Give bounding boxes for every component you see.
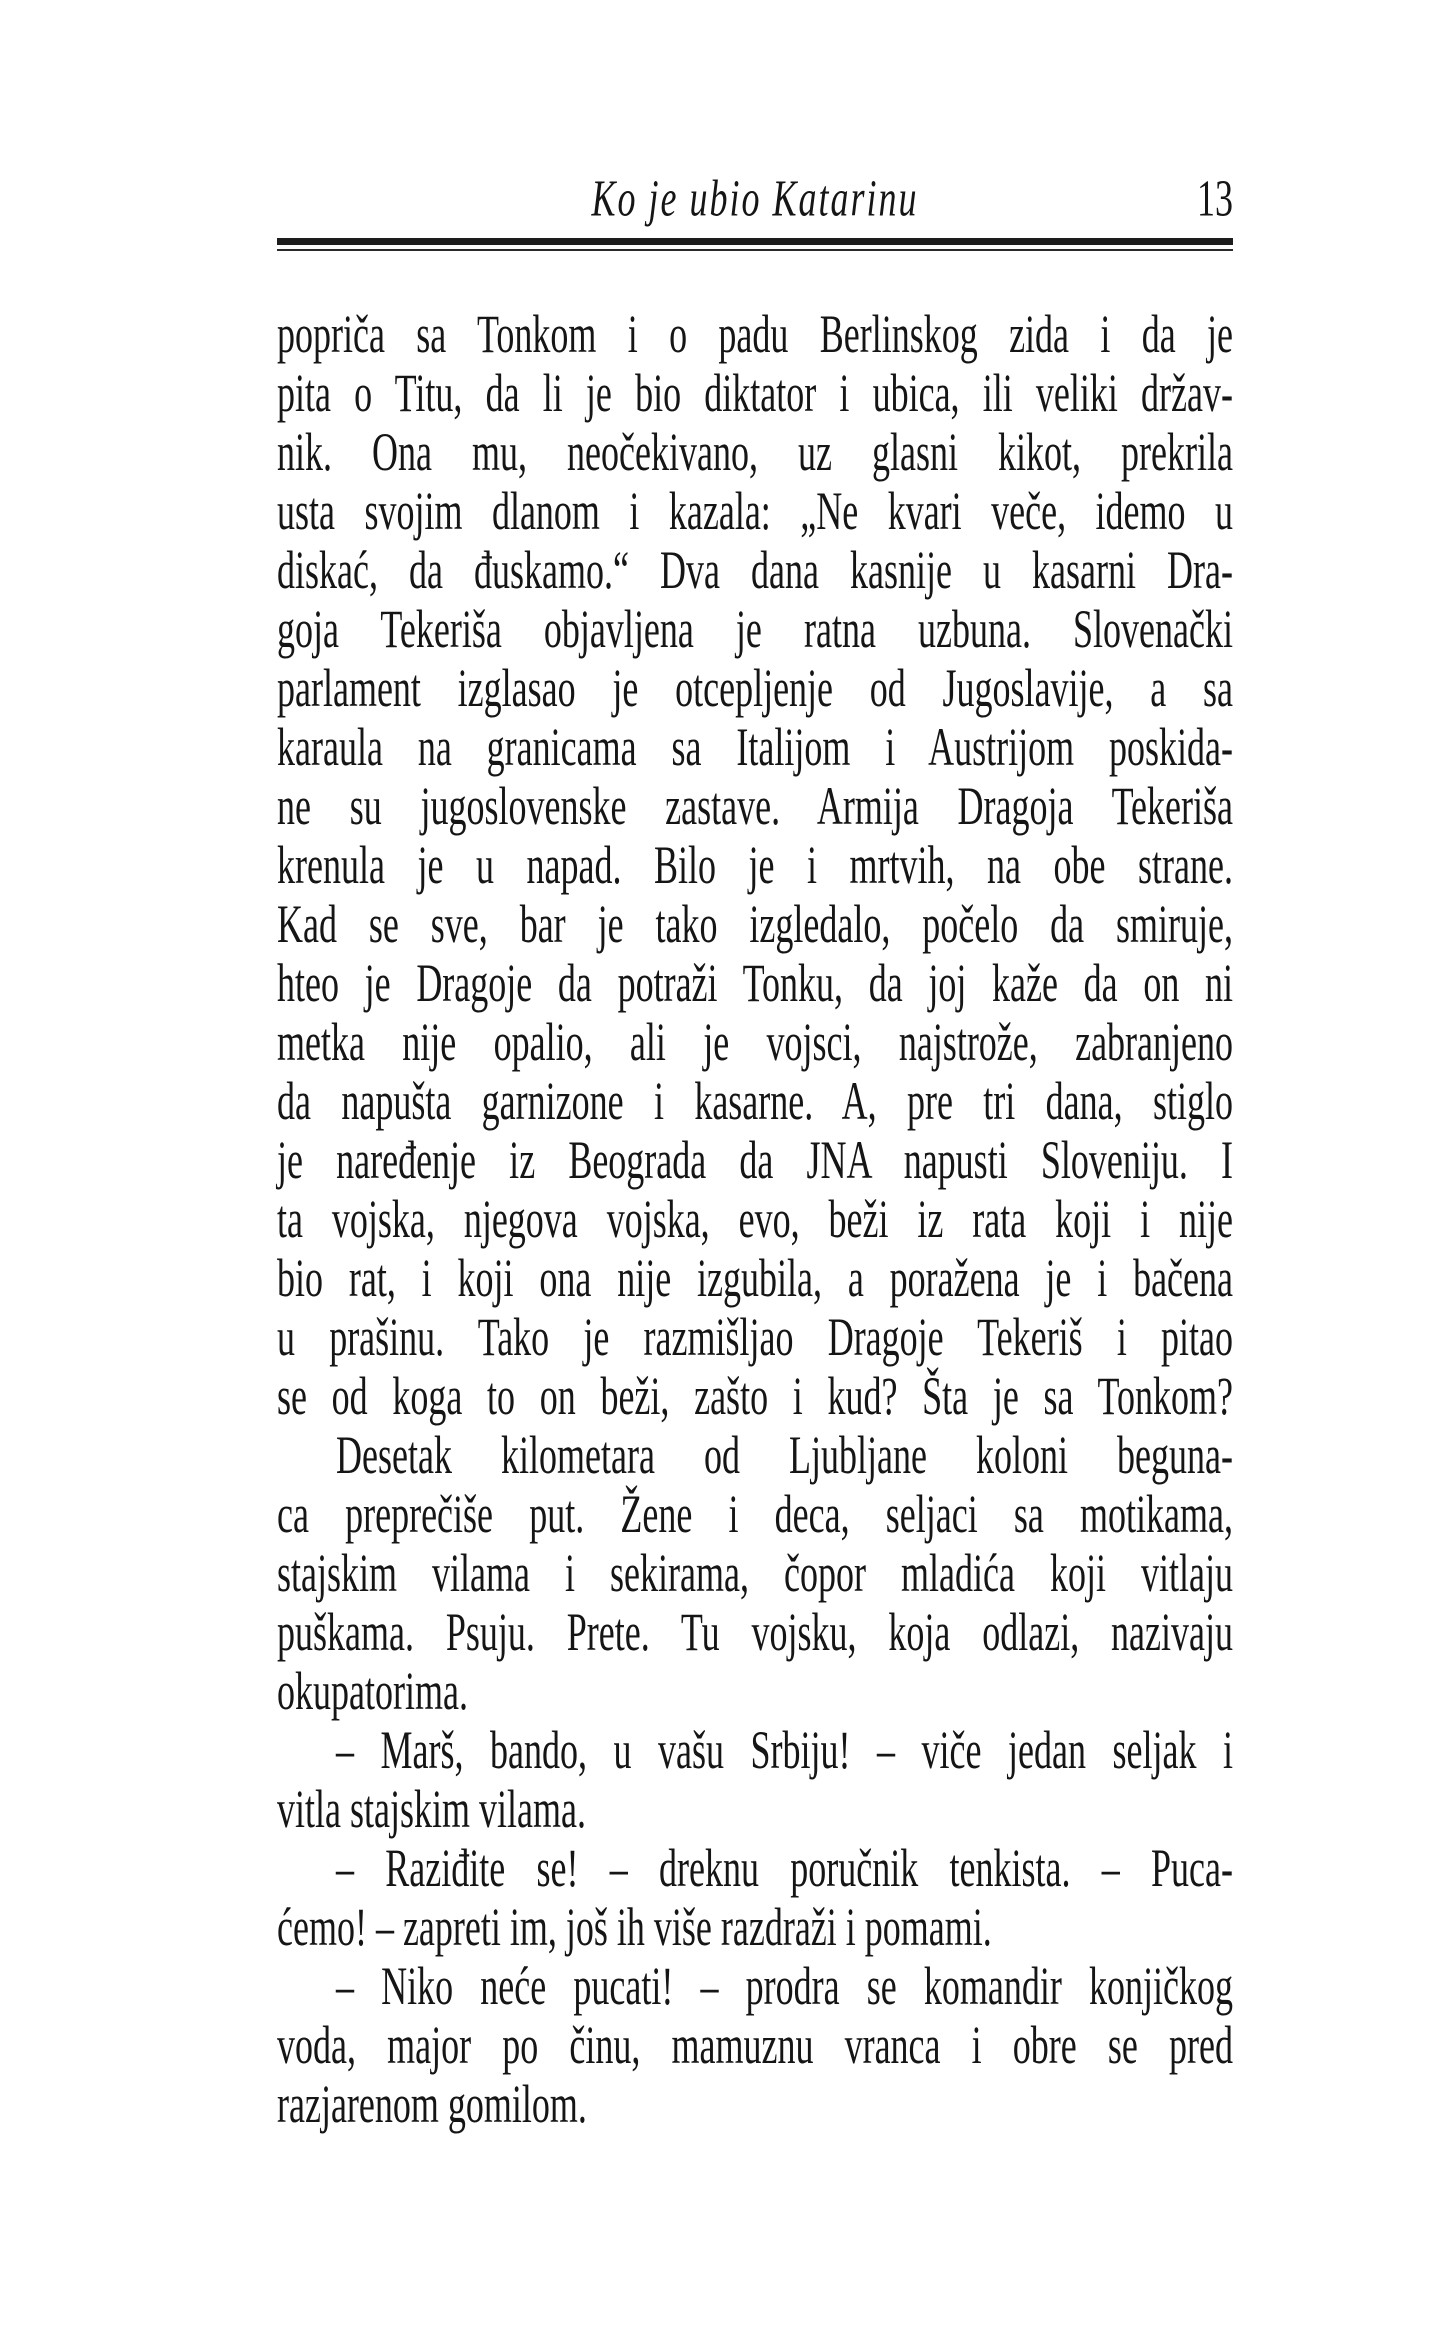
text-line: je naređenje iz Beograda da JNA napusti Sloveniju. I	[277, 1129, 1233, 1190]
text-line: popriča sa Tonkom i o padu Berlinskog zida i da je	[277, 303, 1233, 364]
text-line: vitla stajskim vilama.	[277, 1778, 586, 1839]
text-line: metka nije opalio, ali je vojsci, najstrože, zabranjeno	[277, 1011, 1233, 1072]
page-body-text	[277, 305, 1233, 2134]
text-line: goja Tekeriša objavljena je ratna uzbuna. Slovenački	[277, 598, 1233, 659]
text-line: da napušta garnizone i kasarne. A, pre tri dana, stiglo	[277, 1070, 1233, 1131]
running-header	[277, 168, 1233, 228]
text-line: – Niko neće pucati! – prodra se komandir konjičkog	[336, 1955, 1233, 2016]
text-line: Desetak kilometara od Ljubljane koloni beguna-	[336, 1424, 1233, 1485]
text-line: ca preprečiše put. Žene i deca, seljaci sa motikama,	[277, 1483, 1233, 1544]
text-line: stajskim vilama i sekirama, čopor mladića koji vitlaju	[277, 1542, 1233, 1603]
text-line: okupatorima.	[277, 1660, 468, 1721]
text-line: diskać, da đuskamo.“ Dva dana kasnije u kasarni Dra-	[277, 539, 1233, 600]
text-line: voda, major po činu, mamuznu vranca i obre se pred	[277, 2014, 1233, 2075]
page-number: 13	[1197, 169, 1233, 227]
running-header-title: Ko je ubio Katarinu	[591, 169, 919, 227]
text-line: hteo je Dragoje da potraži Tonku, da joj kaže da on ni	[277, 952, 1233, 1013]
text-line: Kad se sve, bar je tako izgledalo, počelo da smiruje,	[277, 893, 1233, 954]
text-line: ćemo! – zapreti im, još ih više razdraži i pomami.	[277, 1896, 992, 1957]
text-line: nik. Ona mu, neočekivano, uz glasni kikot, prekrila	[277, 421, 1233, 482]
text-line: pita o Titu, da li je bio diktator i ubica, ili veliki držav-	[277, 362, 1233, 423]
text-line: bio rat, i koji ona nije izgubila, a poražena je i bačena	[277, 1247, 1233, 1308]
text-line: razjarenom gomilom.	[277, 2073, 587, 2134]
header-rule-thin	[277, 249, 1233, 251]
text-line: krenula je u napad. Bilo je i mrtvih, na obe strane.	[277, 834, 1233, 895]
text-line: – Raziđite se! – dreknu poručnik tenkista. – Puca-	[336, 1837, 1233, 1898]
text-line: ne su jugoslovenske zastave. Armija Dragoja Tekeriša	[277, 775, 1233, 836]
header-rule-thick	[277, 238, 1233, 245]
text-line: usta svojim dlanom i kazala: „Ne kvari veče, idemo u	[277, 480, 1233, 541]
text-line: se od koga to on beži, zašto i kud? Šta je sa Tonkom?	[277, 1365, 1233, 1426]
text-line: – Marš, bando, u vašu Srbiju! – viče jedan seljak i	[336, 1719, 1233, 1780]
text-line: u prašinu. Tako je razmišljao Dragoje Tekeriš i pitao	[277, 1306, 1233, 1367]
text-line: puškama. Psuju. Prete. Tu vojsku, koja odlazi, nazivaju	[277, 1601, 1233, 1662]
text-line: ta vojska, njegova vojska, evo, beži iz rata koji i nije	[277, 1188, 1233, 1249]
text-line: parlament izglasao je otcepljenje od Jugoslavije, a sa	[277, 657, 1233, 718]
text-line: karaula na granicama sa Italijom i Austrijom poskida-	[277, 716, 1233, 777]
